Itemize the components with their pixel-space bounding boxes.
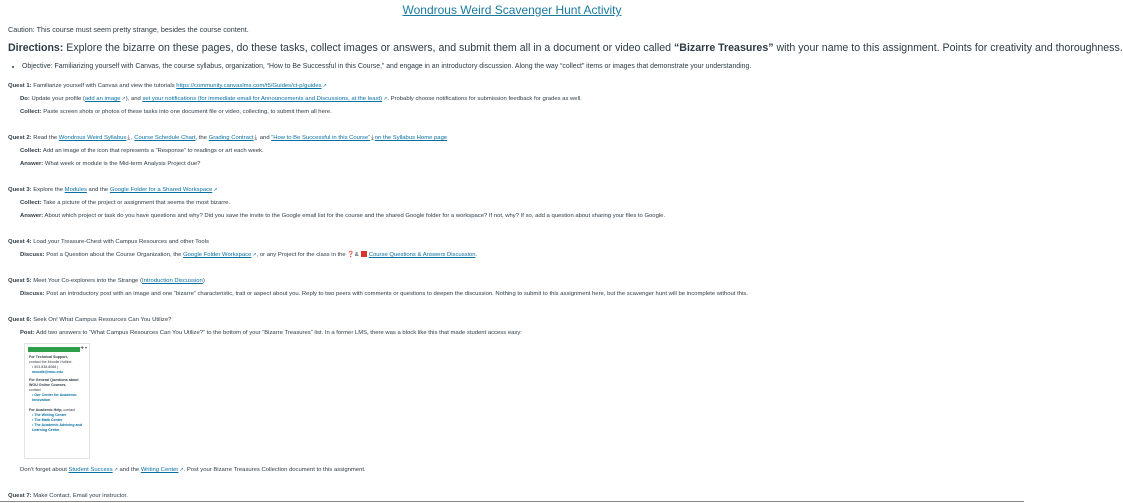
syllabus-link[interactable]: Wondrous Weird Syllabus bbox=[58, 135, 127, 141]
question-mark-icon: ❓ bbox=[347, 252, 355, 258]
discussion-badge-icon bbox=[361, 251, 367, 257]
block-controls-icon: ✚ ▾ bbox=[80, 345, 87, 350]
writing-center-link[interactable]: Writing Center bbox=[140, 467, 179, 473]
campus-resources-block-image: ✚ ▾ For Technical Support, contact the Moodle Hotline. • 503.838.8088 | moodle@wou.edu For General Questions about WOU Online Courses, contact • Our Center for Academic Innovation For Academic Help, contact • The Writing Center • The Math Center • The Academic Advising and Learning Center bbox=[24, 343, 90, 459]
external-link-icon: ↗ bbox=[113, 467, 118, 473]
objective-item: • Objective: Familiarizing yourself with Canvas, the course syllabus, organization, “How to Be Successful in this Course,” and engage in an introductory discussion. Along the way “collect” items or images that demonstrate your understanding. bbox=[22, 62, 1016, 72]
external-link-icon: ↗ bbox=[213, 187, 218, 193]
caution-note: Caution: This course must seem pretty strange, besides the course content. bbox=[8, 25, 249, 34]
quest-3: Quest 3: Explore the Modules and the Google Folder for a Shared Workspace↗ Collect: Take a picture of the project or assignment that seems the most bizarre. Answer: About which project or task do you have questions and why? Did you save the invite to the Google email list for the course and the shared Google folder for a workspace? If not, why? If so, add a question about sharing your files to Google. bbox=[8, 187, 666, 219]
google-folder-link[interactable]: Google Folder for a Shared Workspace bbox=[109, 187, 213, 193]
quest-7: Quest 7: Make Contact. Email your instructor. bbox=[8, 493, 128, 499]
bottom-divider bbox=[0, 501, 1024, 502]
modules-link[interactable]: Modules bbox=[64, 187, 87, 193]
canvas-guides-link[interactable]: https://community.canvaslms.com/t5/Guides/ct-p/guides bbox=[176, 83, 322, 89]
google-workspace-link[interactable]: Google Folder Workspace bbox=[183, 252, 252, 258]
directions: Directions: Explore the bizarre on these pages, do these tasks, collect images or answers, and submit them all in a document or video called “Bizarre Treasures” with your name to this assignment. Points for creativity and thoroughness. bbox=[8, 42, 1123, 54]
grading-contract-link[interactable]: Grading Contract bbox=[208, 135, 254, 141]
external-link-icon: ↗ bbox=[179, 467, 184, 473]
download-icon[interactable]: ⤓ bbox=[371, 135, 374, 141]
add-image-link[interactable]: add an image bbox=[84, 96, 121, 102]
syllabus-home-link[interactable]: on the Syllabus Home page bbox=[374, 135, 448, 141]
external-link-icon: ↗ bbox=[121, 96, 126, 102]
qa-discussion-link[interactable]: Course Questions & Answers Discussion bbox=[368, 252, 476, 258]
quest-6: Quest 6: Seek On! What Campus Resources Can You Utilize? Post: Add two answers to “What Campus Resources Can You Utilize?” to the bottom of your “Bizarre Treasures” list. In a former LMS, there was a block like this that made student access easy: bbox=[8, 317, 522, 336]
quest-6-footer: Don’t forget about Student Success↗ and the Writing Center↗. Post your Bizarre Treasures Collection document to this assignment. bbox=[20, 467, 366, 473]
page-title: Wondrous Weird Scavenger Hunt Activity bbox=[402, 3, 622, 17]
schedule-chart-link[interactable]: Course Schedule Chart bbox=[134, 135, 196, 141]
introduction-discussion-link[interactable]: Introduction Discussion bbox=[141, 278, 203, 284]
notifications-link[interactable]: set your notifications (for immediate email for Announcements and Discussions, at the least) bbox=[142, 96, 383, 102]
download-icon[interactable]: ⤓ bbox=[254, 135, 258, 141]
block-header-bar bbox=[28, 347, 80, 352]
download-icon[interactable]: ⤓ bbox=[127, 135, 130, 141]
student-success-link[interactable]: Student Success bbox=[68, 467, 113, 473]
quest-2: Quest 2: Read the Wondrous Weird Syllabus⤓, Course Schedule Chart, the Grading Contract⤓ and “How to Be Successful in this Course”⤓on the Syllabus Home page Collect: Add an image of the icon that represents a “Response” to readings or art each week. Answer: What week or module is the Mid-term Analysis Project due? bbox=[8, 135, 448, 167]
external-link-icon: ↗ bbox=[383, 96, 388, 102]
quest-4: Quest 4: Load your Treasure-Chest with Campus Resources and other Tools Discuss: Post a Question about the Course Organization, the Google Folder Workspace↗, or any Project for the class in the ❓& Course Questions & Answers Discussion. bbox=[8, 239, 478, 258]
quest-1: Quest 1: Familiarize yourself with Canvas and view the tutorials https://community.canvaslms.com/t5/Guides/ct-p/guides↗ Do: Update your profile (add an image↗), and set your notifications (for immediate email for Announcements and Discussions, at the least)↗. Probably choose notifications for submission feedback for grades as well. Collect: Paste screen shots or photos of these tasks into one document file or video, collecting, to submit them all here. bbox=[8, 83, 582, 115]
objective-list bbox=[8, 62, 1016, 72]
external-link-icon: ↗ bbox=[252, 252, 257, 258]
quest-5: Quest 5: Meet Your Co-explorers into the Strange (Introduction Discussion) Discuss: Post an introductory post with an image and one “bizarre” characteristic, trait or aspect about you. Reply to two peers with comments or questions to deepen the discussion. Nothing to submit to this assignment here, but the scavenger hunt will be incomplete without this. bbox=[8, 278, 748, 297]
external-link-icon: ↗ bbox=[322, 83, 327, 89]
how-to-succeed-link[interactable]: “How to Be Successful in this Course” bbox=[271, 135, 371, 141]
